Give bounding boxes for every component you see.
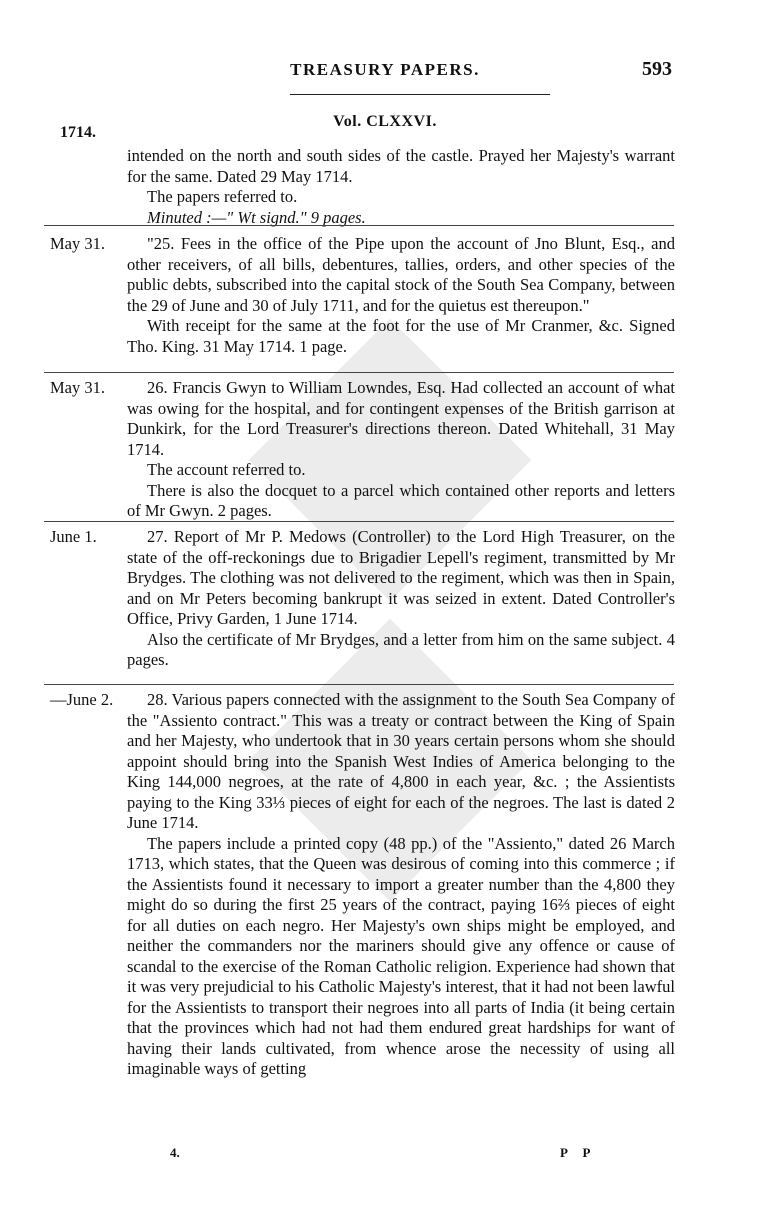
entry-paragraph: Also the certificate of Mr Brydges, and a letter from him on the same subject. 4 pages. xyxy=(127,629,675,669)
entry-text xyxy=(127,527,675,671)
entry-date: May 31. xyxy=(50,378,105,397)
volume-heading: Vol. CLXXVI. xyxy=(333,113,437,130)
year-marker: 1714. xyxy=(60,124,96,141)
page-number: 593 xyxy=(642,58,672,80)
entry-separator xyxy=(44,521,674,522)
continuation-paragraph: intended on the north and south sides of the castle. Prayed her Majesty's warrant for the same. Dated 29 May 1714. xyxy=(127,146,675,186)
entry-separator xyxy=(44,372,674,373)
running-title: TREASURY PAPERS. xyxy=(290,60,480,79)
entry-date: May 31. xyxy=(50,234,105,253)
signature-mark: 4. xyxy=(170,1145,180,1160)
entry-separator xyxy=(44,684,674,685)
header-rule xyxy=(290,94,550,95)
entry-paragraph: There is also the docquet to a parcel which contained other reports and letters of Mr Gwyn. 2 pages. xyxy=(127,480,675,520)
entry-text xyxy=(127,690,675,1080)
entry-text xyxy=(127,378,675,522)
entry-date: —June 2. xyxy=(50,690,114,709)
entry-separator xyxy=(44,225,674,226)
sheet-mark: P P xyxy=(560,1145,597,1160)
entry-paragraph: The papers include a printed copy (48 pp.) of the "Assiento," dated 26 March 1713, which states, that the Queen was desirous of coming into this commerce ; if the Assientists found it necessary to import a greater number than the 4,800 they might do so during the first 25 years of the contract, paying 16⅔ pieces of eight for all duties on each negro. Her Majesty's own ships might be employed, and neither the commanders nor the mariners should give any offence or cause of scandal to the exercise of the Roman Catholic religion. Experience had shown that it was very prejudicial to his Catholic Majesty's interest, that it had not been lawful for the Assientists to transport their negroes into all parts of India (it being certain that the provinces which had not had them endured great hardships for want of having their lands cultivated, from whence arose the necessity of using all imaginable ways of getting xyxy=(127,833,675,1078)
entry-paragraph: 27. Report of Mr P. Medows (Controller) to the Lord High Treasurer, on the state of the off-reckonings due to Brigadier Lepell's regiment, transmitted by Mr Brydges. The clothing was not delivered to the regiment, which was then in Spain, and on Mr Peters becoming bankrupt it was seized in extent. Dated Controller's Office, Privy Garden, 1 June 1714. xyxy=(127,527,675,628)
entry-paragraph: "25. Fees in the office of the Pipe upon the account of Jno Blunt, Esq., and other receivers, of all bills, debentures, tallies, orders, and other species of the public debts, subscribed into the capital stock of the South Sea Company, between the 29 of June and 30 of July 1711, and for the quietus est thereupon." xyxy=(127,234,675,315)
continuation-minute: Minuted :—" Wt signd." 9 pages. xyxy=(147,207,366,227)
entry-paragraph: With receipt for the same at the foot for the use of Mr Cranmer, &c. Signed Tho. King. 31 May 1714. 1 page. xyxy=(127,316,675,356)
continuation-note: The papers referred to. xyxy=(147,187,298,206)
entry-text xyxy=(127,146,675,228)
entry-paragraph: 26. Francis Gwyn to William Lowndes, Esq. Had collected an account of what was owing for the hospital, and for contingent expenses of the British garrison at Dunkirk, for the Lord Treasurer's directions thereon. Dated Whitehall, 31 May 1714. xyxy=(127,378,675,459)
entry-date: June 1. xyxy=(50,527,97,546)
entry-text xyxy=(127,234,675,357)
entry-paragraph: The account referred to. xyxy=(147,460,306,479)
entry-paragraph: 28. Various papers connected with the assignment to the South Sea Company of the "Assiento contract." This was a treaty or contract between the King of Spain and her Majesty, who undertook that in 30 years certain persons whom she should appoint should bring into the Spanish West Indies of America belonging to the King 144,000 negroes, at the rate of 4,800 in each year, &c. ; the Assientists paying to the King 33⅓ pieces of eight for each of the negroes. The last is dated 2 June 1714. xyxy=(127,690,675,832)
